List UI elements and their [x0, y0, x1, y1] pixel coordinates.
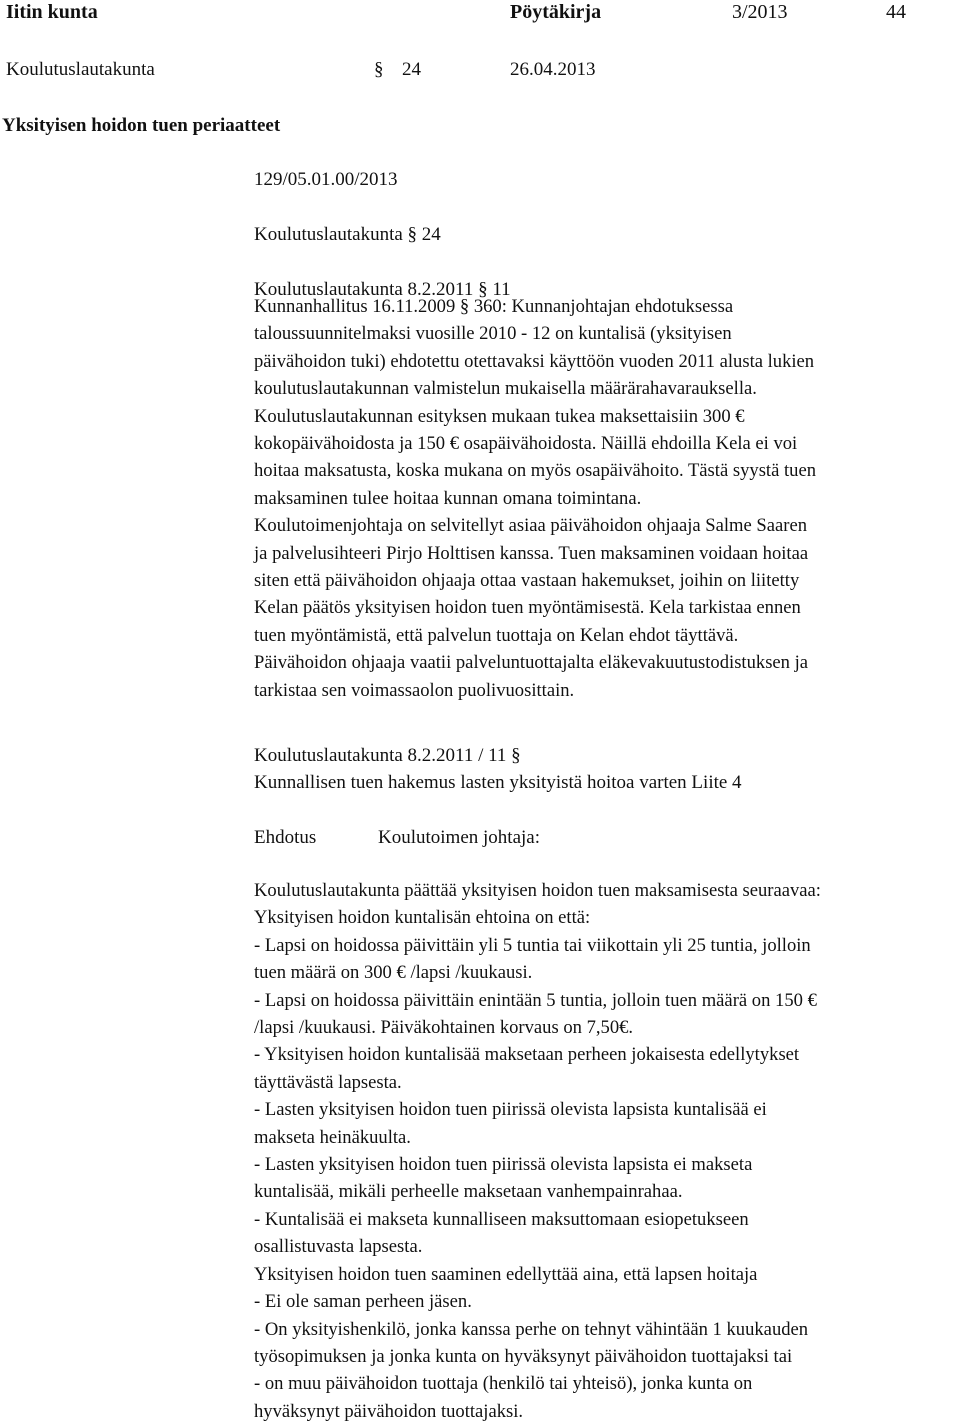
- text-line: osallistuvasta lapsesta.: [254, 1236, 423, 1258]
- text-line: - on muu päivähoidon tuottaja (henkilö tai yhteisö), jonka kunta on: [254, 1373, 753, 1395]
- text-line: - Lasten yksityisen hoidon tuen piirissä olevista lapsista ei makseta: [254, 1154, 753, 1176]
- text-line: tuen määrä on 300 € /lapsi /kuukausi.: [254, 962, 533, 984]
- text-line: ja palvelusihteeri Pirjo Holttisen kanssa. Tuen maksaminen voidaan hoitaa: [254, 542, 809, 564]
- text-line: Kunnanhallitus 16.11.2009 § 360: Kunnanjohtajan ehdotuksessa: [254, 296, 734, 317]
- document-number: 3/2013: [732, 1, 788, 23]
- text-line: tarkistaa sen voimassaolon puolivuosittain.: [254, 679, 575, 701]
- committee-name: Koulutuslautakunta: [6, 59, 155, 80]
- text-line: kuntalisää, mikäli perheelle maksetaan vanhempainrahaa.: [254, 1181, 683, 1203]
- text-line: Yksityisen hoidon tuen saaminen edellyttää aina, että lapsen hoitaja: [254, 1263, 758, 1285]
- text-line: tuen myöntämistä, että palvelun tuottaja on Kelan ehdot täyttävä.: [254, 624, 739, 646]
- text-line: Kelan päätös yksityisen hoidon tuen myöntämisestä. Kela tarkistaa ennen: [254, 597, 801, 619]
- text-line: - Lapsi on hoidossa päivittäin yli 5 tuntia tai viikottain yli 25 tuntia, jolloin: [254, 934, 811, 956]
- meeting-date: 26.04.2013: [510, 59, 596, 80]
- text-line: - Lasten yksityisen hoidon tuen piirissä olevista lapsista kuntalisää ei: [254, 1099, 767, 1121]
- attachment-reference: Kunnallisen tuen hakemus lasten yksityistä hoitoa varten Liite 4: [254, 772, 742, 793]
- text-line: - Ei ole saman perheen jäsen.: [254, 1291, 472, 1313]
- text-line: Koulutuslautakunnan esityksen mukaan tukea maksettaisiin 300 €: [254, 405, 745, 427]
- text-line: taloussuunnitelmaksi vuosille 2010 - 12 on kuntalisä (yksityisen: [254, 323, 732, 345]
- text-line: täyttävästä lapsesta.: [254, 1071, 402, 1093]
- proposal-text: [254, 877, 954, 1425]
- municipality-name: Iitin kunta: [6, 1, 98, 23]
- prior-reference-2: Koulutuslautakunta 8.2.2011 § 11: [254, 279, 511, 300]
- prior-reference-3: Koulutuslautakunta 8.2.2011 / 11 §: [254, 745, 521, 766]
- document-type: Pöytäkirja: [510, 1, 602, 23]
- text-line: - Lapsi on hoidossa päivittäin enintään 5 tuntia, jolloin tuen määrä on 150 €: [254, 989, 817, 1011]
- proposal-label: Ehdotus: [254, 827, 317, 848]
- prior-reference-1: Koulutuslautakunta § 24: [254, 224, 441, 245]
- text-line: - Kuntalisää ei makseta kunnalliseen maksuttomaan esiopetukseen: [254, 1208, 749, 1230]
- text-line: kokopäivähoidosta ja 150 € osapäivähoidosta. Näillä ehdoilla Kela ei voi: [254, 433, 798, 455]
- page-title: Yksityisen hoidon tuen periaatteet: [2, 115, 281, 136]
- text-line: hyväksynyt päivähoidon tuottajaksi.: [254, 1400, 524, 1422]
- text-line: Koulutuslautakunta päättää yksityisen hoidon tuen maksamisesta seuraavaa:: [254, 880, 821, 901]
- text-line: /lapsi /kuukausi. Päiväkohtainen korvaus on 7,50€.: [254, 1017, 634, 1039]
- section-sign-icon: §: [374, 59, 384, 80]
- text-line: hoitaa maksatusta, koska mukana on myös osapäivähoito. Tästä syystä tuen: [254, 460, 817, 482]
- text-line: Päivähoidon ohjaaja vaatii palveluntuottajalta eläkevakuutustodistuksen ja: [254, 652, 809, 674]
- background-text: [254, 293, 954, 704]
- text-line: - On yksityishenkilö, jonka kanssa perhe on tehnyt vähintään 1 kuukauden: [254, 1318, 809, 1340]
- section-number: 24: [402, 59, 421, 80]
- text-line: Yksityisen hoidon kuntalisän ehtoina on että:: [254, 907, 591, 929]
- text-line: päivähoidon tuki) ehdotettu otettavaksi käyttöön vuoden 2011 alusta lukien: [254, 350, 815, 372]
- text-line: siten että päivähoidon ohjaaja ottaa vastaan hakemukset, joihin on liitetty: [254, 570, 800, 592]
- text-line: Koulutoimenjohtaja on selvitellyt asiaa päivähoidon ohjaaja Salme Saaren: [254, 515, 808, 537]
- page-number: 44: [886, 1, 906, 23]
- text-line: koulutuslautakunnan valmistelun mukaisella määrärahavarauksella.: [254, 378, 757, 400]
- proposal-author: Koulutoimen johtaja:: [378, 827, 541, 848]
- record-number: 129/05.01.00/2013: [254, 169, 398, 190]
- text-line: - Yksityisen hoidon kuntalisää maksetaan perheen jokaisesta edellytykset: [254, 1044, 800, 1066]
- text-line: työsopimuksen ja jonka kunta on hyväksynyt päivähoidon tuottajaksi tai: [254, 1345, 793, 1367]
- text-line: makseta heinäkuulta.: [254, 1126, 411, 1148]
- text-line: maksaminen tulee hoitaa kunnan omana toimintana.: [254, 487, 642, 509]
